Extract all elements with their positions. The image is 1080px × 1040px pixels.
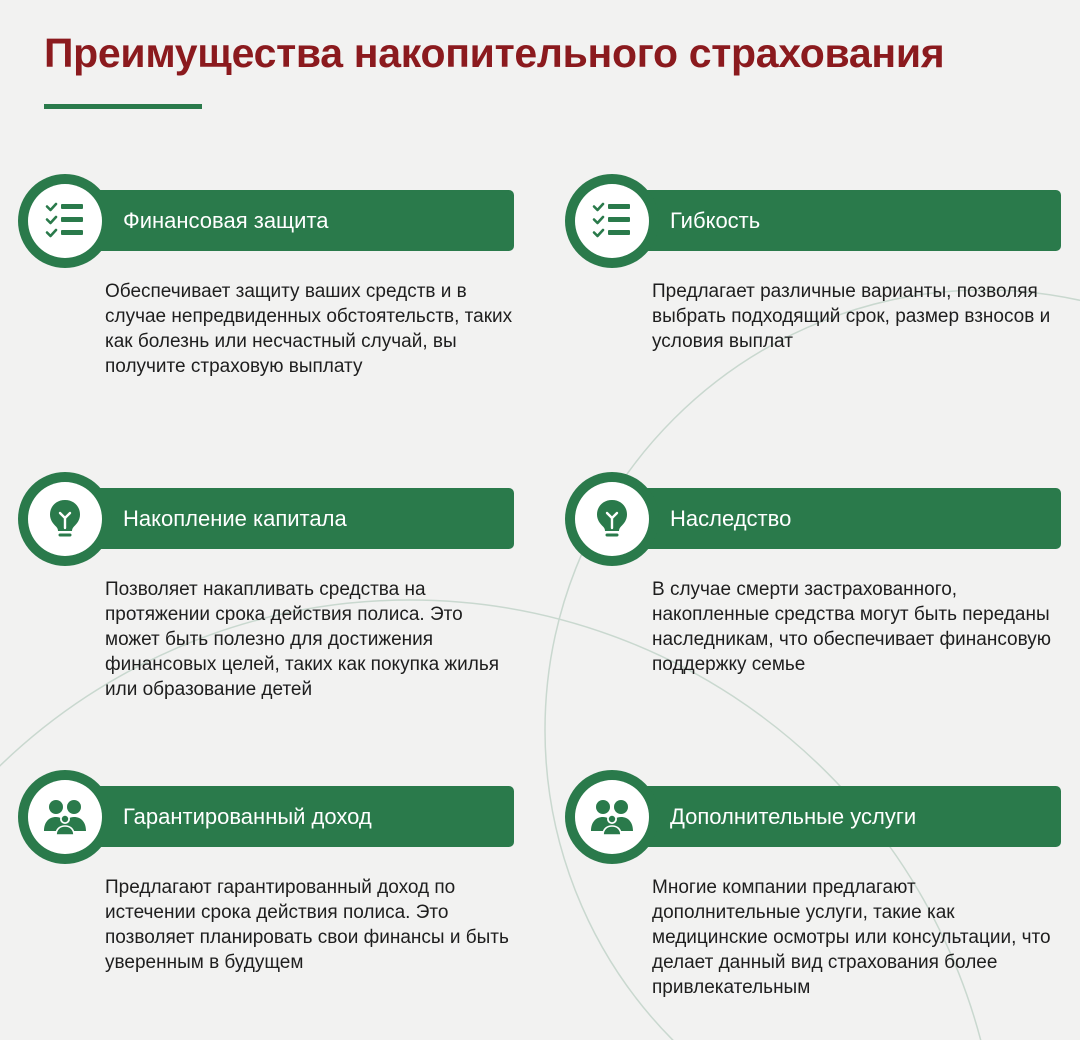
card-additional-services xyxy=(565,770,1065,1030)
icon-badge xyxy=(18,472,112,566)
card-description: В случае смерти застрахованного, накопленные средства могут быть переданы наследникам, что обеспечивает финансовую поддержку семье xyxy=(652,579,1052,675)
lightbulb-icon xyxy=(43,497,87,541)
people-icon xyxy=(43,795,87,839)
card-description: Позволяет накапливать средства на протяжении срока действия полиса. Это может быть полезно для достижения финансовых целей, таких как покупка жилья или образование детей xyxy=(105,579,500,700)
card-description: Многие компании предлагают дополнительные услуги, такие как медицинские осмотры или консультации, что делает данный вид страхования более привлекательным xyxy=(652,877,1051,998)
card-title: Наследство xyxy=(670,506,792,531)
title-underline xyxy=(44,104,202,109)
card-description: Предлагает различные варианты, позволяя выбрать подходящий срок, размер взносов и условия выплат xyxy=(652,281,1051,352)
card-description: Обеспечивает защиту ваших средств и в случае непредвиденных обстоятельств, таких как болезнь или несчастный случай, вы получите страховую выплату xyxy=(105,281,513,377)
card-inheritance xyxy=(565,472,1065,732)
checklist-icon xyxy=(43,199,87,243)
icon-badge xyxy=(565,770,659,864)
icon-badge xyxy=(18,174,112,268)
icon-badge xyxy=(18,770,112,864)
card-guaranteed-income xyxy=(18,770,518,1030)
card-title: Накопление капитала xyxy=(123,506,347,531)
card-title: Гибкость xyxy=(670,208,761,233)
page-title: Преимущества накопительного страхования xyxy=(44,30,945,76)
lightbulb-icon xyxy=(590,497,634,541)
card-flexibility xyxy=(565,174,1065,434)
checklist-icon xyxy=(590,199,634,243)
card-capital-accumulation xyxy=(18,472,518,732)
card-title: Дополнительные услуги xyxy=(670,804,917,829)
card-title: Гарантированный доход xyxy=(123,804,372,829)
card-title: Финансовая защита xyxy=(123,208,329,233)
icon-badge xyxy=(565,174,659,268)
people-icon xyxy=(590,795,634,839)
icon-badge xyxy=(565,472,659,566)
card-description: Предлагают гарантированный доход по истечении срока действия полиса. Это позволяет планировать свои финансы и быть уверенным в будущем xyxy=(105,877,509,973)
card-financial-protection xyxy=(18,174,518,434)
